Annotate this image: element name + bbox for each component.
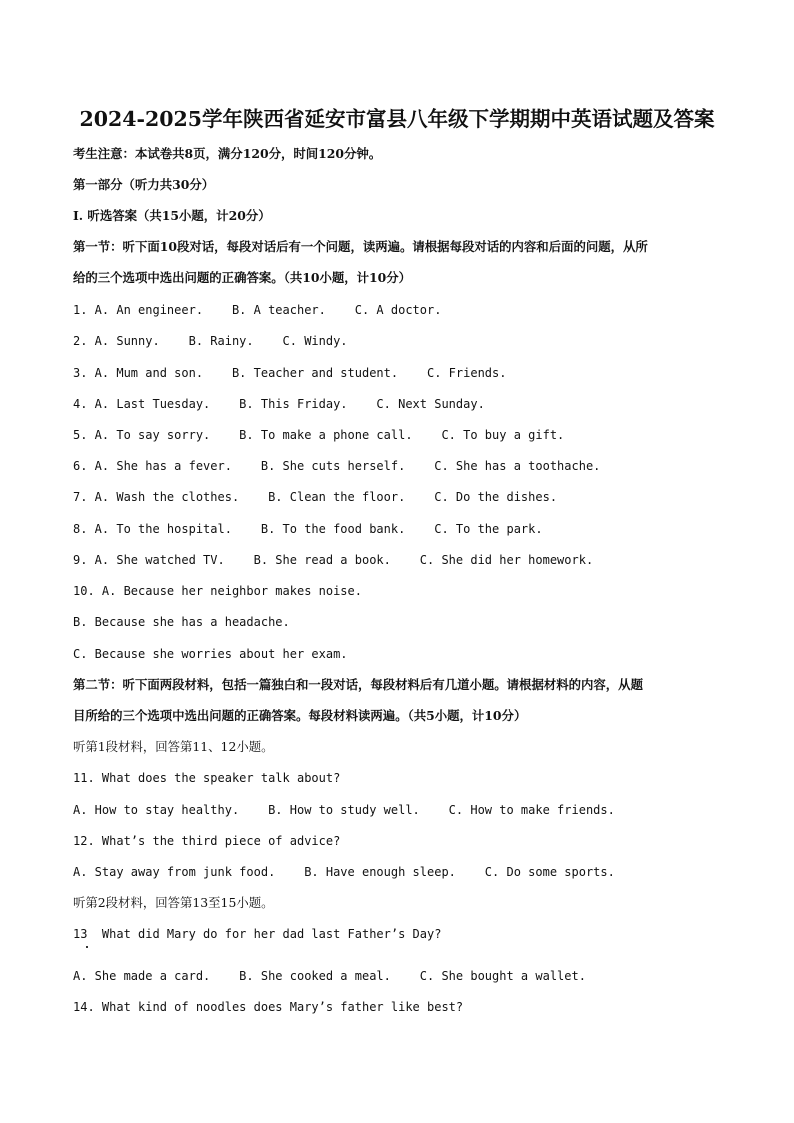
question-10-option-b: B. Because she has a headache.	[73, 615, 290, 629]
question-4: 4. A. Last Tuesday. B. This Friday. C. Next Sunday.	[73, 397, 485, 411]
stray-dot-mark	[86, 946, 88, 948]
question-5: 5. A. To say sorry. B. To make a phone call. C. To buy a gift.	[73, 428, 565, 442]
question-6: 6. A. She has a fever. B. She cuts herself. C. She has a toothache.	[73, 459, 601, 473]
question-8: 8. A. To the hospital. B. To the food bank. C. To the park.	[73, 522, 543, 536]
section-one-instructions-line-2: 给的三个选项中选出问题的正确答案。（共10小题，计10分）	[73, 270, 412, 285]
question-7: 7. A. Wash the clothes. B. Clean the floor. C. Do the dishes.	[73, 490, 558, 504]
question-10-option-c: C. Because she worries about her exam.	[73, 647, 348, 661]
question-13: 13 What did Mary do for her dad last Father’s Day?	[73, 927, 442, 941]
exam-notice: 考生注意：本试卷共8页，满分120分，时间120分钟。	[73, 146, 382, 161]
section-two-instructions-line-2: 目所给的三个选项中选出问题的正确答案。每段材料读两遍。（共5小题，计10分）	[73, 708, 527, 723]
question-13-options: A. She made a card. B. She cooked a meal. C. She bought a wallet.	[73, 969, 586, 983]
question-2: 2. A. Sunny. B. Rainy. C. Windy.	[73, 334, 348, 348]
section-two-instructions-line-1: 第二节：听下面两段材料，包括一篇独白和一段对话，每段材料后有几道小题。请根据材料的内容，从题	[73, 677, 643, 692]
question-12: 12. What’s the third piece of advice?	[73, 834, 341, 848]
part-one-heading: 第一部分（听力共30分）	[73, 177, 215, 192]
section-one-instructions-line-1: 第一节：听下面10段对话，每段对话后有一个问题，读两遍。请根据每段对话的内容和后面的问题，从所	[73, 239, 648, 254]
question-1: 1. A. An engineer. B. A teacher. C. A doctor.	[73, 303, 442, 317]
question-14: 14. What kind of noodles does Mary’s father like best?	[73, 1000, 464, 1014]
question-11: 11. What does the speaker talk about?	[73, 771, 341, 785]
exam-title: 2024-2025学年陕西省延安市富县八年级下学期期中英语试题及答案	[79, 107, 715, 131]
material-2-heading: 听第2段材料，回答第13至15小题。	[73, 895, 274, 910]
question-9: 9. A. She watched TV. B. She read a book. C. She did her homework.	[73, 553, 594, 567]
question-11-options: A. How to stay healthy. B. How to study well. C. How to make friends.	[73, 803, 615, 817]
question-10-option-a: 10. A. Because her neighbor makes noise.	[73, 584, 362, 598]
question-12-options: A. Stay away from junk food. B. Have enough sleep. C. Do some sports.	[73, 865, 615, 879]
question-3: 3. A. Mum and son. B. Teacher and student. C. Friends.	[73, 366, 507, 380]
section-one-heading: Ⅰ. 听选答案（共15小题，计20分）	[73, 208, 271, 223]
material-1-heading: 听第1段材料，回答第11、12小题。	[73, 739, 274, 754]
